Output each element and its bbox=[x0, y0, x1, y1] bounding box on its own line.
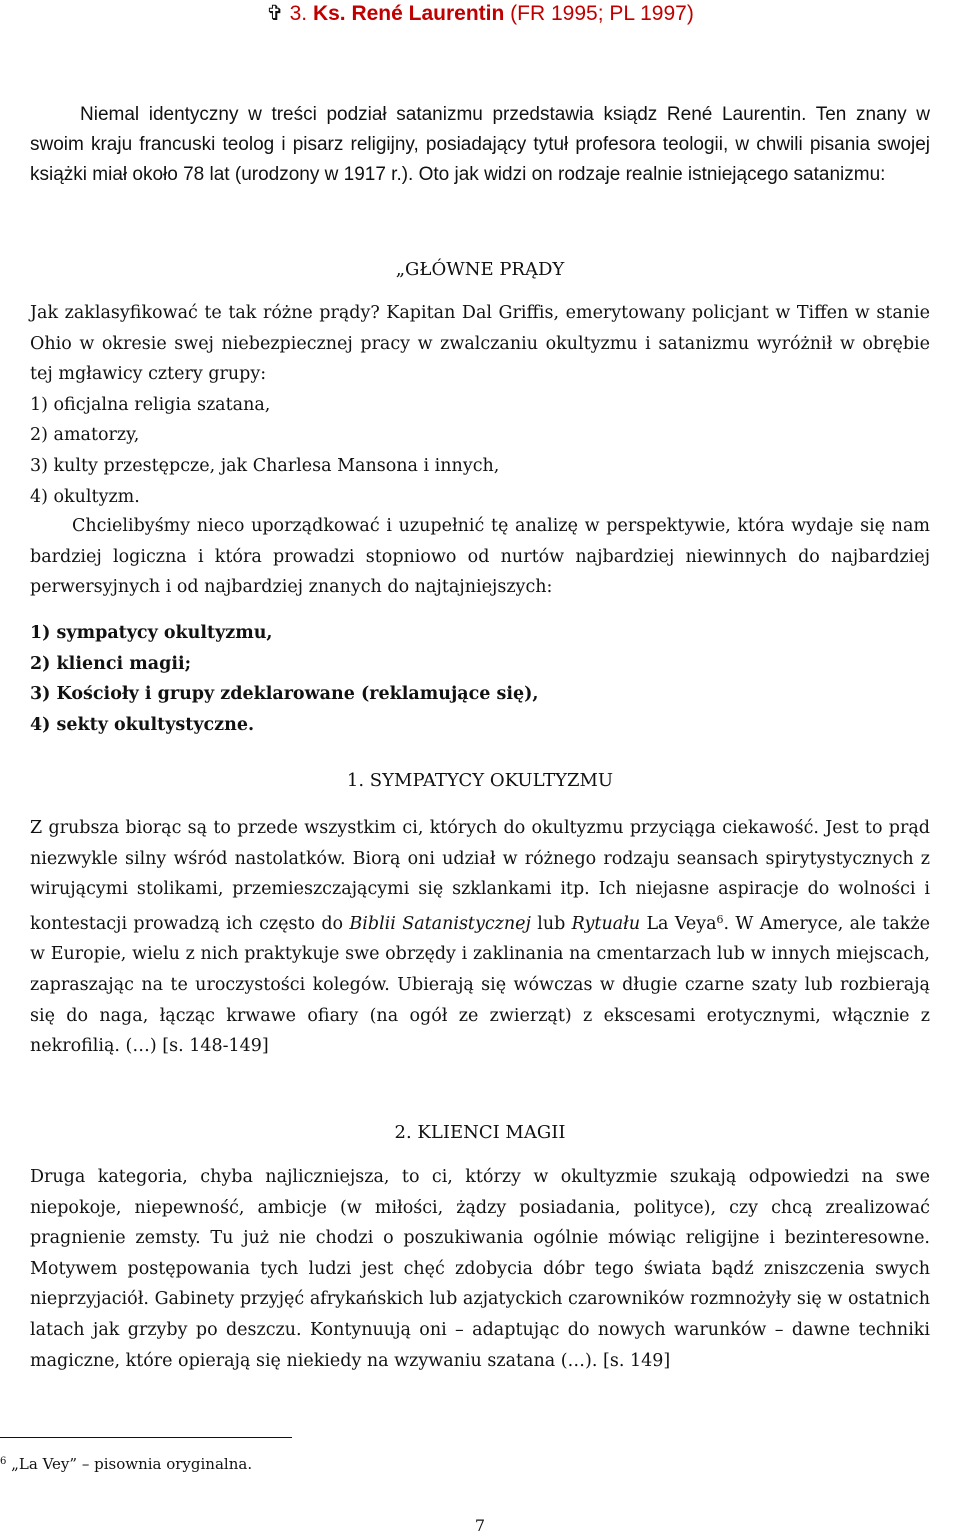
footnote-divider bbox=[0, 1437, 292, 1438]
chapter-header bbox=[0, 0, 960, 28]
section1-text bbox=[30, 813, 930, 1062]
section1-text-c: La Veya bbox=[640, 913, 717, 934]
list-item: 3) Kościoły i grupy zdeklarowane (reklamujące się), bbox=[30, 684, 539, 705]
section2-text: Druga kategoria, chyba najliczniejsza, to ci, którzy w okultyzmie szukają odpowiedzi na swe niepokoje, niepewność, ambicje (w miłości, żądzy posiadania, polityce), czy chcą zrealizować pragnienie zemsty. Tu już nie chodzi o poszukiwania ogólnie mówiąc religijne i bezinteresowne. Motywem postępowania tych ludzi jest chęć zdobycia dóbr tego świata bądź zniszczenia swych nieprzyjaciół. Gabinety przyjęć afrykańskich lub azjatyckich czarowników rozmnożyły się w ostatnich latach jak grzyby po deszczu. Kontynuują oni – adaptując do nowych warunków – dawne techniki magiczne, które opierają się niekiedy na wzywaniu szatana (…). [s. 149] bbox=[30, 1167, 930, 1371]
section1-text-a: Z grubsza biorąc są to przede wszystkim ci, których do okultyzmu przyciąga ciekawość. Jest to prąd niezwykle silny wśród nastolatków. Biorą oni udział w różnego rodzaju seansach spirytystycznych z wirującymi stolikami, przemieszczającymi się szklankami itp. Ich niejasne aspiracje do wolności i kontestacji prowadzą ich często do bbox=[30, 818, 930, 934]
section-title-1: 1. SYMPATYCY OKULTYZMU bbox=[346, 770, 614, 791]
list-item: 2) amatorzy, bbox=[30, 425, 140, 446]
section1-paragraph bbox=[30, 813, 930, 1062]
footnote-number: 6 bbox=[0, 1456, 7, 1467]
cross-icon: ✞ bbox=[266, 2, 284, 25]
list-item: 3) kulty przestępcze, jak Charlesa Mansona i innych, bbox=[30, 455, 500, 476]
section-title-main: „GŁÓWNE PRĄDY bbox=[395, 259, 565, 280]
section-title-2: 2. KLIENCI MAGII bbox=[394, 1122, 566, 1143]
footnote-text: „La Vey” – pisownia oryginalna. bbox=[6, 1455, 253, 1473]
footnote bbox=[0, 1452, 252, 1474]
list-item: 4) okultyzm. bbox=[30, 486, 140, 507]
section2-paragraph bbox=[30, 1162, 930, 1376]
book-title-bible: Biblii Satanistycznej bbox=[349, 913, 531, 934]
griffis-block bbox=[30, 298, 930, 512]
section1-text-d: . W Ameryce, ale także w Europie, wielu z nich praktykuje swe obrzędy i zaklinania na cmentarzach lub w innych miejscach, zapraszając na te uroczystości kolegów. Ubierają się wówczas w długie czarne szaty lub rozbierają się do naga, łącząc krwawe ofiary (na ogół ze zwierząt) z ekscesami erotycznymi, włącznie z nekrofilią. (…) [s. 148-149] bbox=[30, 913, 930, 1057]
list-item: 1) oficjalna religia szatana, bbox=[30, 394, 271, 415]
chapter-author: Ks. René Laurentin bbox=[312, 2, 505, 25]
book-title-ritual: Rytuału bbox=[571, 913, 641, 934]
list-item: 2) klienci magii; bbox=[30, 653, 192, 674]
section1-text-b: lub bbox=[530, 913, 572, 934]
authors-view-paragraph: Chcielibyśmy nieco uporządkować i uzupełnić tę analizę w perspektywie, która wydaje się nam bardziej logiczna i która prowadzi stopniowo od nurtów najbardziej niewinnych do najbardziej perwersyjnych i od najbardziej znanych do najtajniejszych: bbox=[30, 516, 930, 598]
footnote-ref[interactable]: 6 bbox=[716, 912, 724, 926]
list-item: 4) sekty okultystyczne. bbox=[30, 714, 255, 735]
griffis-paragraph: Jak zaklasyfikować te tak różne prądy? Kapitan Dal Griffis, emerytowany policjant w Tiffen w stanie Ohio w okresie swej niebezpiecznej pracy w zwalczaniu okultyzmu i satanizmu wyróżnił w obrębie tej mgławicy cztery grupy: bbox=[30, 303, 930, 385]
list-item: 1) sympatycy okultyzmu, bbox=[30, 623, 273, 643]
page-number: 7 bbox=[474, 1516, 486, 1535]
authors-view-block bbox=[30, 511, 930, 603]
intro-paragraph bbox=[30, 100, 930, 190]
chapter-dates: (FR 1995; PL 1997) bbox=[510, 2, 694, 25]
intro-text: Niemal identyczny w treści podział satanizmu przedstawia ksiądz René Laurentin. Ten znany w swoim kraju francuski teolog i pisarz religijny, posiadający tytuł profesora teologii, w chwili pisania swojej książki miał około 78 lat (urodzony w 1917 r.). Oto jak widzi on rodzaje realnie istniejącego satanizmu: bbox=[30, 104, 930, 185]
chapter-number: 3. bbox=[289, 2, 308, 25]
category-list bbox=[30, 618, 930, 740]
